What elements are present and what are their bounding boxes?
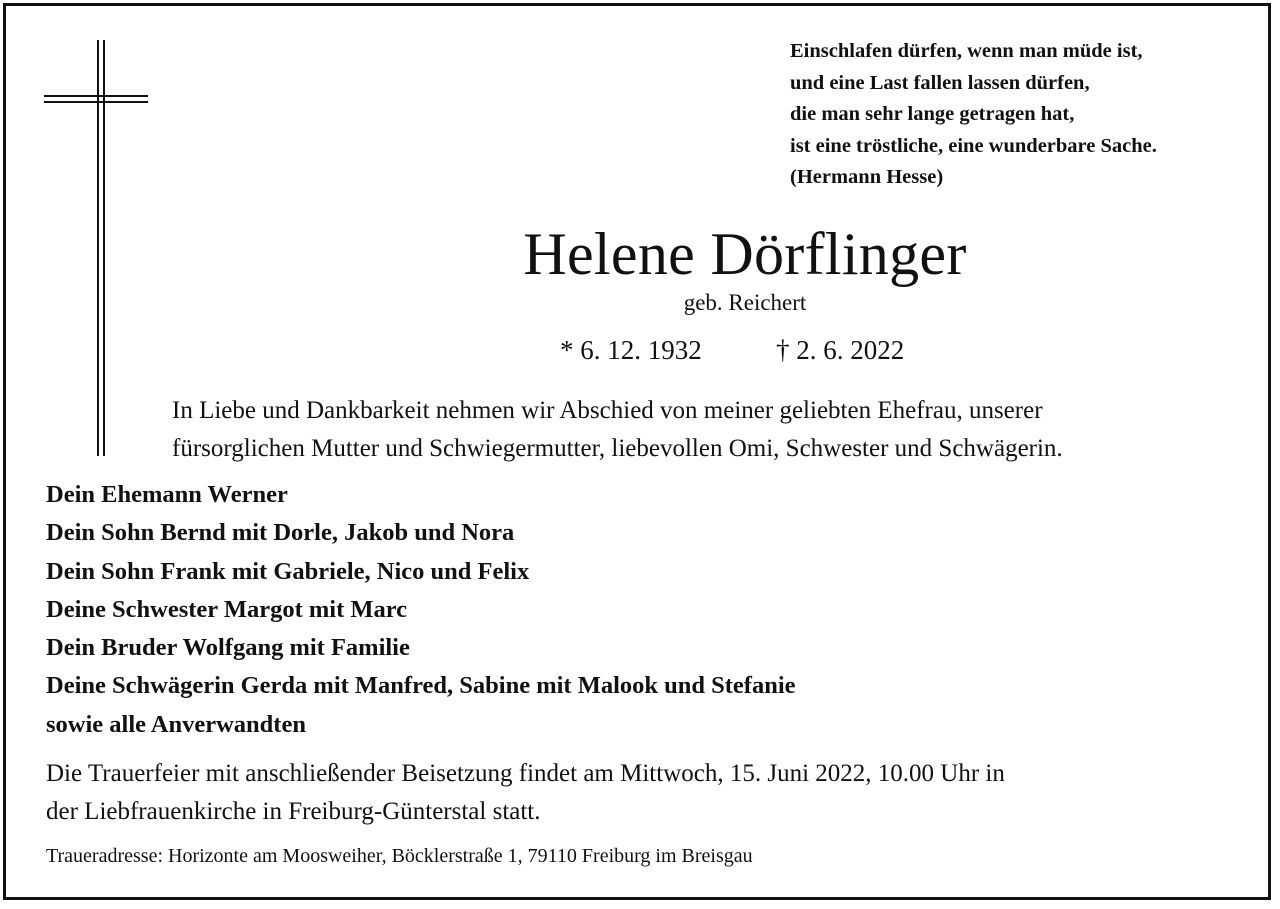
service-line: der Liebfrauenkirche in Freiburg-Günterstal statt.: [46, 798, 541, 825]
quote-line: und eine Last fallen lassen dürfen,: [790, 71, 1090, 94]
funeral-service-info: [46, 755, 1256, 831]
death-date: † 2. 6. 2022: [776, 335, 905, 365]
quote-attribution: (Hermann Hesse): [790, 166, 944, 188]
mourner-line: Dein Sohn Frank mit Gabriele, Nico und Felix: [46, 557, 530, 585]
mourner-line: Deine Schwester Margot mit Marc: [46, 595, 408, 623]
quote-line: ist eine tröstliche, eine wunderbare Sache.: [790, 134, 1157, 157]
quote-line: die man sehr lange getragen hat,: [790, 103, 1075, 125]
mourner-line: Dein Sohn Bernd mit Dorle, Jakob und Nora: [46, 519, 515, 547]
farewell-line: fürsorglichen Mutter und Schwiegermutter, liebevollen Omi, Schwester und Schwägerin.: [172, 435, 1063, 462]
service-line: Die Trauerfeier mit anschließender Beisetzung findet am Mittwoch, 15. Juni 2022, 10.00 Uhr in: [46, 760, 1005, 787]
mourning-address: Traueradresse: Horizonte am Moosweiher, Böcklerstraße 1, 79110 Freiburg im Breisgau: [46, 845, 753, 867]
mourner-line: Dein Bruder Wolfgang mit Familie: [46, 634, 410, 662]
quote-line: Einschlafen dürfen, wenn man müde ist,: [790, 40, 1143, 62]
farewell-text: [172, 392, 1252, 468]
birth-date: * 6. 12. 1932: [560, 335, 702, 365]
mourner-line: Dein Ehemann Werner: [46, 481, 288, 508]
mourner-line: Deine Schwägerin Gerda mit Manfred, Sabine mit Malook und Stefanie: [46, 672, 796, 700]
mourner-line: sowie alle Anverwandten: [46, 710, 306, 738]
hesse-quote: [790, 36, 1260, 194]
mourners-list: [46, 476, 1046, 744]
maiden-name: geb. Reichert: [683, 290, 807, 315]
farewell-line: In Liebe und Dankbarkeit nehmen wir Abschied von meiner geliebten Ehefrau, unserer: [172, 397, 1043, 424]
deceased-name: Helene Dörflinger: [523, 221, 967, 287]
